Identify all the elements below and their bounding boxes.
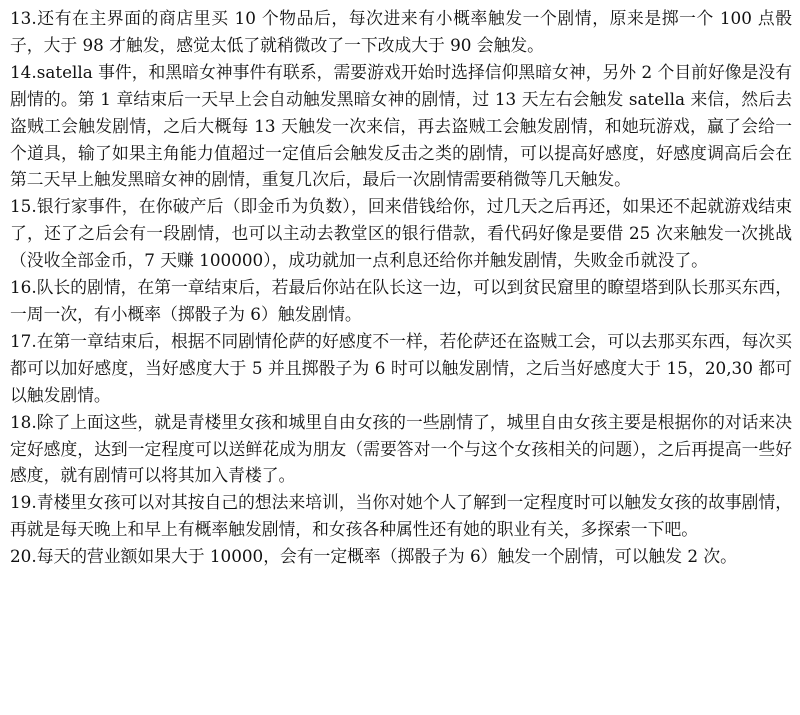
paragraph-number: 17. bbox=[10, 330, 37, 351]
paragraph-13 bbox=[10, 5, 792, 59]
paragraph-number: 14. bbox=[10, 61, 37, 82]
paragraph-20 bbox=[10, 543, 792, 570]
paragraph-number: 15. bbox=[10, 196, 37, 217]
paragraph-number: 20. bbox=[10, 546, 37, 567]
paragraph-text: 银行家事件，在你破产后（即金币为负数），回来借钱给你，过几天之后再还，如果还不起就游戏结束了，还了之后会有一段剧情，也可以主动去教堂区的银行借款，看代码好像是要借 25 次来触发一次挑战（没收全部金币，7 天赚 100000），成功就加一点利息还给你并触发剧情，失败金币就没了。 bbox=[10, 196, 792, 271]
paragraph-17 bbox=[10, 328, 792, 409]
paragraph-text: satella 事件，和黑暗女神事件有联系，需要游戏开始时选择信仰黑暗女神，另外 2 个目前好像是没有剧情的。第 1 章结束后一天早上会自动触发黑暗女神的剧情，过 13 天左右会触发 satella 来信，然后去盗贼工会触发剧情，之后大概每 13 天触发一次来信，再去盗贼工会触发剧情，和她玩游戏，赢了会给一个道具，输了如果主角能力值超过一定值后会触发反击之类的剧情，可以提高好感度，好感度调高后会在第二天早上触发黑暗女神的剧情，重复几次后，最后一次剧情需要稍微等几天触发。 bbox=[10, 61, 792, 190]
paragraph-19 bbox=[10, 489, 792, 543]
paragraph-number: 19. bbox=[10, 492, 37, 513]
paragraph-text: 除了上面这些，就是青楼里女孩和城里自由女孩的一些剧情了，城里自由女孩主要是根据你的对话来决定好感度，达到一定程度可以送鲜花成为朋友（需要答对一个与这个女孩相关的问题），之后再提高一些好感度，就有剧情可以将其加入青楼了。 bbox=[10, 411, 792, 486]
paragraph-text: 青楼里女孩可以对其按自己的想法来培训，当你对她个人了解到一定程度时可以触发女孩的故事剧情，再就是每天晚上和早上有概率触发剧情，和女孩各种属性还有她的职业有关，多探索一下吧。 bbox=[10, 492, 792, 540]
paragraph-16 bbox=[10, 274, 792, 328]
paragraph-15 bbox=[10, 193, 792, 274]
paragraph-text: 还有在主界面的商店里买 10 个物品后，每次进来有小概率触发一个剧情，原来是掷一个 100 点骰子，大于 98 才触发，感觉太低了就稍微改了一下改成大于 90 会触发。 bbox=[10, 8, 792, 55]
paragraph-text: 在第一章结束后，根据不同剧情伦萨的好感度不一样，若伦萨还在盗贼工会，可以去那买东西，每次买都可以加好感度，当好感度大于 5 并且掷骰子为 6 时可以触发剧情，之后当好感度大于 15，20,30 都可以触发剧情。 bbox=[10, 330, 792, 405]
paragraph-18 bbox=[10, 409, 792, 490]
paragraph-number: 13. bbox=[10, 8, 37, 28]
paragraph-text: 队长的剧情，在第一章结束后，若最后你站在队长这一边，可以到贫民窟里的瞭望塔到队长那买东西，一周一次，有小概率（掷骰子为 6）触发剧情。 bbox=[10, 277, 792, 324]
paragraph-text: 每天的营业额如果大于 10000，会有一定概率（掷骰子为 6）触发一个剧情，可以触发 2 次。 bbox=[36, 546, 737, 567]
paragraph-number: 16. bbox=[10, 277, 37, 298]
paragraph-number: 18. bbox=[10, 411, 37, 432]
paragraph-14 bbox=[10, 59, 792, 194]
